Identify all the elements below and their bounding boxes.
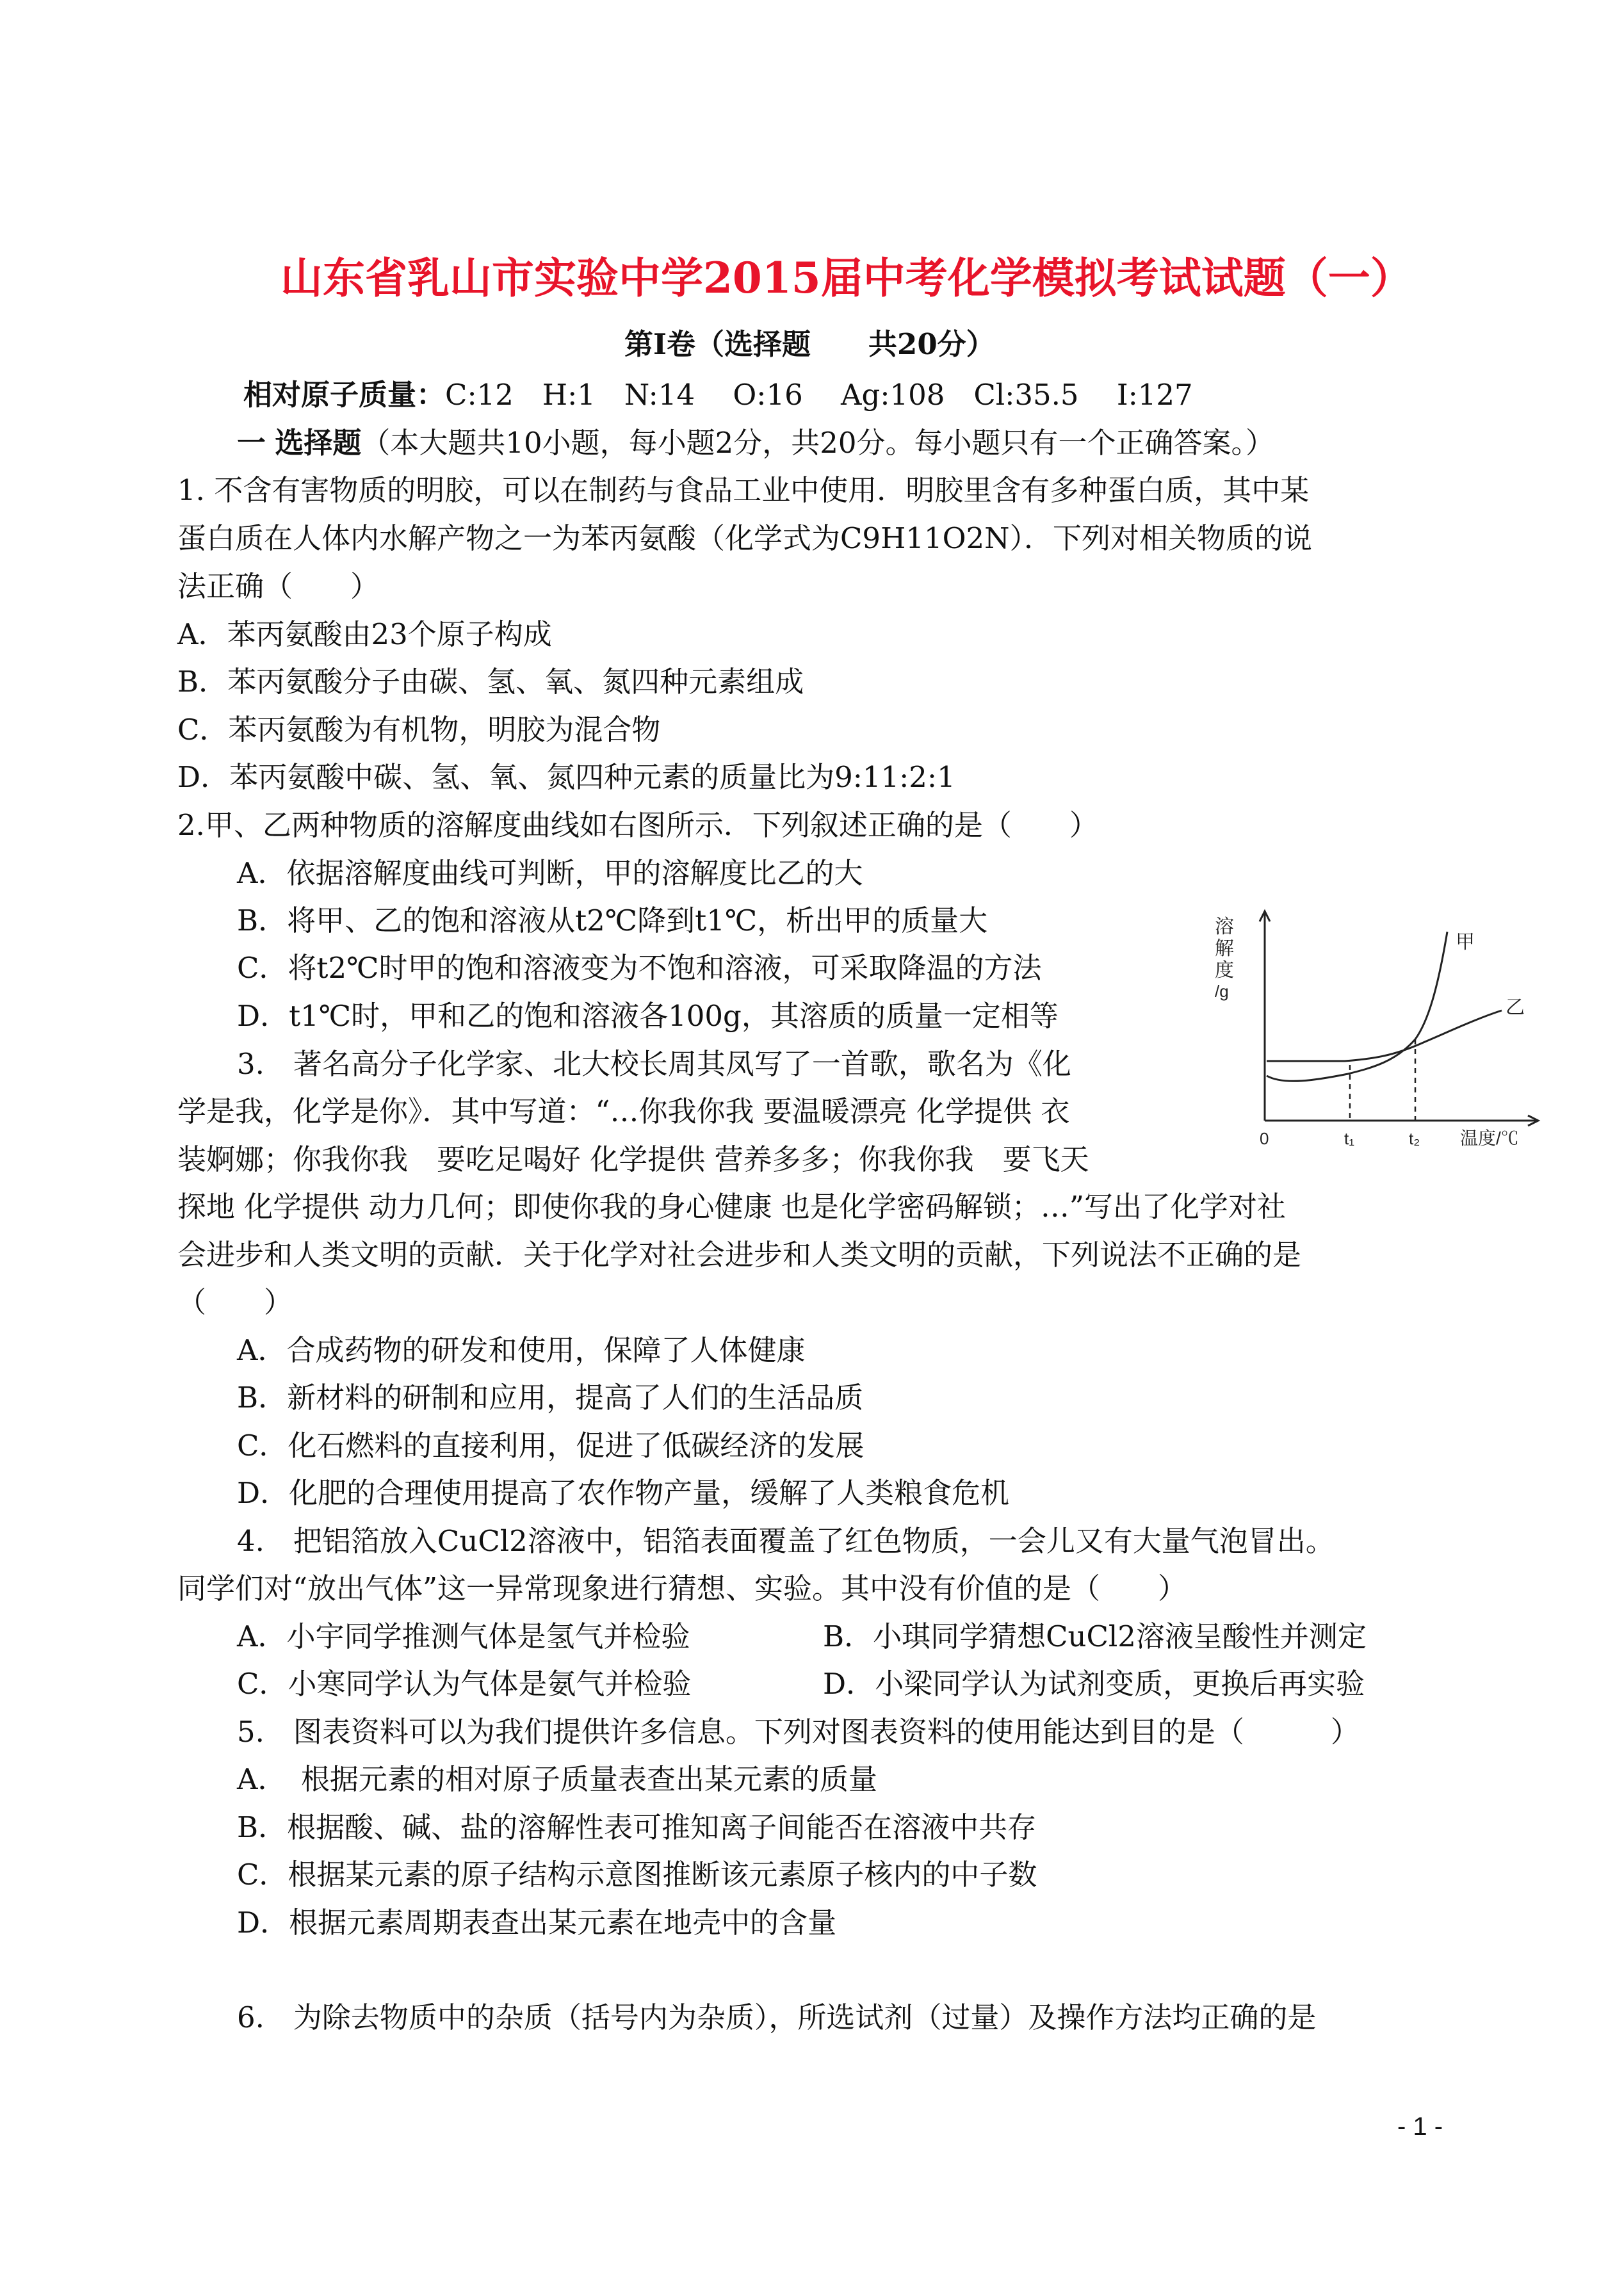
q3-line-6: （ ）	[177, 1285, 293, 1319]
q1-option-c: C．苯丙氨酸为有机物，明胶为混合物	[177, 713, 661, 747]
q4-option-b: B．小琪同学猜想CuCl2溶液呈酸性并测定	[823, 1619, 1367, 1653]
exam-title: 山东省乳山市实验中学2015届中考化学模拟考试试题（一）	[280, 253, 1413, 303]
q2-option-c: C．将t2℃时甲的饱和溶液变为不饱和溶液，可采取降温的方法	[237, 951, 1042, 985]
q5-option-a: A． 根据元素的相对原子质量表查出某元素的质量	[237, 1762, 877, 1796]
q5-line-1: 5. 图表资料可以为我们提供许多信息。下列对图表资料的使用能达到目的是（ ）	[237, 1715, 1360, 1749]
label-jia: 甲	[1456, 932, 1475, 953]
q1-line-1: 1. 不含有害物质的明胶，可以在制药与食品工业中使用．明胶里含有多种蛋白质，其中某	[177, 473, 1310, 507]
q3-line-3: 装婀娜；你我你我 要吃足喝好 化学提供 营养多多；你我你我 要飞天	[177, 1142, 1089, 1176]
q2-line-1: 2.甲、乙两种物质的溶解度曲线如右图所示．下列叙述正确的是（ ）	[177, 808, 1098, 842]
part1-instruction: （本大题共10小题，每小题2分，共20分。每小题只有一个正确答案。）	[361, 426, 1274, 460]
q6-line-1: 6. 为除去物质中的杂质（括号内为杂质），所选试剂（过量）及操作方法均正确的是	[237, 2000, 1317, 2034]
q4-option-c: C．小寒同学认为气体是氨气并检验	[237, 1667, 692, 1701]
page-number: - 1 -	[1397, 2113, 1443, 2141]
q3-option-c: C．化石燃料的直接利用，促进了低碳经济的发展	[237, 1429, 865, 1463]
part1-number: 一	[237, 426, 266, 460]
atomic-mass-values: C:12 H:1 N:14 O:16 Ag:108 Cl:35.5 I:127	[445, 378, 1193, 412]
tick-t1: t₁	[1344, 1129, 1354, 1148]
q3-line-5: 会进步和人类文明的贡献．关于化学对社会进步和人类文明的贡献，下列说法不正确的是	[177, 1238, 1302, 1272]
q5-option-b: B．根据酸、碱、盐的溶解性表可推知离子间能否在溶液中共存	[237, 1810, 1037, 1844]
q1-option-a: A．苯丙氨酸由23个原子构成	[177, 617, 552, 651]
q3-line-4: 探地 化学提供 动力几何；即使你我的身心健康 也是化学密码解锁；…”写出了化学对社	[177, 1190, 1286, 1224]
q3-option-b: B．新材料的研制和应用，提高了人们的生活品质	[237, 1381, 864, 1415]
q1-option-d: D．苯丙氨酸中碳、氢、氧、氮四种元素的质量比为9:11:2:1	[177, 760, 955, 794]
label-yi: 乙	[1506, 997, 1525, 1018]
q4-option-a: A．小宇同学推测气体是氢气并检验	[237, 1619, 690, 1653]
q1-line-3: 法正确（ ）	[177, 569, 380, 603]
curve-jia	[1267, 932, 1447, 1081]
y-label-3: 度	[1215, 960, 1234, 981]
q5-option-c: C．根据某元素的原子结构示意图推断该元素原子核内的中子数	[237, 1858, 1037, 1892]
y-label-2: 解	[1215, 938, 1234, 959]
q3-line-2: 学是我，化学是你》．其中写道：“…你我你我 要温暖漂亮 化学提供 衣	[177, 1094, 1070, 1128]
q3-option-a: A．合成药物的研发和使用，保障了人体健康	[237, 1333, 806, 1367]
x-label: 温度/℃	[1460, 1128, 1519, 1148]
q4-line-1: 4. 把铝箔放入CuCl2溶液中，铝箔表面覆盖了红色物质，一会儿又有大量气泡冒出。	[237, 1524, 1335, 1558]
solubility-graph	[1188, 893, 1553, 1162]
y-label-1: 溶	[1215, 916, 1234, 937]
q3-option-d: D．化肥的合理使用提高了农作物产量，缓解了人类粮食危机	[237, 1476, 1010, 1510]
q1-option-b: B．苯丙氨酸分子由碳、氢、氧、氮四种元素组成	[177, 665, 804, 699]
q1-line-2: 蛋白质在人体内水解产物之一为苯丙氨酸（化学式为C9H11O2N）．下列对相关物质的说	[177, 521, 1312, 555]
y-label-4: /g	[1215, 982, 1229, 1001]
origin-label: 0	[1260, 1129, 1269, 1148]
section-heading: 第Ⅰ卷（选择题 共20分）	[624, 327, 995, 361]
q5-option-d: D．根据元素周期表查出某元素在地壳中的含量	[237, 1906, 837, 1940]
atomic-mass-line	[243, 375, 1193, 415]
q3-line-1: 3. 著名高分子化学家、北大校长周其凤写了一首歌，歌名为《化	[237, 1047, 1071, 1081]
curve-yi	[1267, 1010, 1502, 1061]
tick-t2: t₂	[1409, 1129, 1420, 1148]
part1-heading	[237, 423, 1274, 463]
atomic-mass-label: 相对原子质量：	[243, 378, 446, 412]
q4-line-2: 同学们对“放出气体”这一异常现象进行猜想、实验。其中没有价值的是（ ）	[177, 1571, 1187, 1605]
part1-label: 选择题	[275, 426, 362, 460]
q4-option-d: D．小梁同学认为试剂变质，更换后再实验	[823, 1667, 1365, 1701]
q2-option-a: A．依据溶解度曲线可判断，甲的溶解度比乙的大	[237, 856, 863, 890]
q2-option-b: B．将甲、乙的饱和溶液从t2℃降到t1℃，析出甲的质量大	[237, 904, 988, 937]
q2-option-d: D．t1℃时，甲和乙的饱和溶液各100g，其溶质的质量一定相等	[237, 999, 1059, 1033]
